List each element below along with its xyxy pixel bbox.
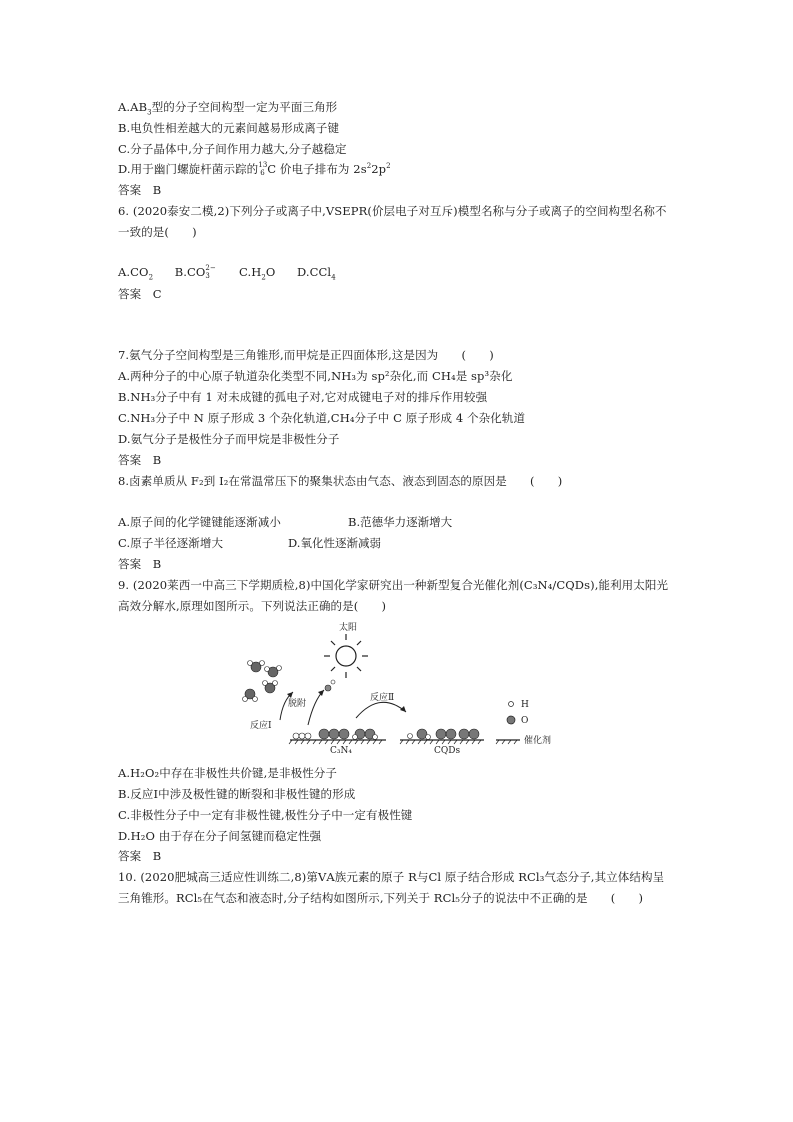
q5-option-a: $A.AB_3$型的分子空间构型一定为平面三角形 bbox=[118, 100, 338, 117]
answer-5: 答案 B bbox=[118, 183, 162, 197]
water-molecules bbox=[243, 661, 282, 702]
q7-option-d: D.氨气分子是极性分子而甲烷是非极性分子 bbox=[118, 432, 340, 446]
legend-h-icon bbox=[509, 702, 514, 707]
label-reaction2: 反应Ⅱ bbox=[370, 693, 395, 703]
q7-option-b: B.NH₃分子中有 1 对未成键的孤电子对,它对成键电子对的排斥作用较强 bbox=[118, 390, 488, 404]
q7-option-c: C.NH₃分子中 N 原子形成 3 个杂化轨道,CH₄分子中 C 原子形成 4 个杂化轨道 bbox=[118, 411, 526, 425]
q5-option-b: B.电负性相差越大的元素间越易形成离子键 bbox=[118, 121, 340, 135]
answer-7: 答案 B bbox=[118, 453, 162, 467]
q9-option-b: B.反应Ⅰ中涉及极性键的断裂和非极性键的形成 bbox=[118, 787, 356, 801]
cqds-surface bbox=[400, 729, 484, 744]
legend bbox=[496, 700, 551, 746]
q8-option-c: C.原子半径逐渐增大 bbox=[118, 536, 224, 550]
answer-8: 答案 B bbox=[118, 557, 162, 571]
legend-h-label: H bbox=[521, 700, 529, 710]
q9-option-a: A.H₂O₂中存在非极性共价键,是非极性分子 bbox=[118, 766, 337, 780]
label-cqds: CQDs bbox=[434, 746, 461, 755]
q6-options bbox=[118, 264, 336, 280]
answer-9: 答案 B bbox=[118, 849, 162, 863]
q6-option-a: $A.CO_2$ bbox=[118, 265, 154, 282]
reaction2-arrow bbox=[356, 702, 406, 718]
label-c3n4: C₃N₄ bbox=[330, 746, 352, 755]
q7-stem: 7.氨气分子空间构型是三角锥形,而甲烷是正四面体形,这是因为 ( ) bbox=[118, 348, 494, 362]
q5-option-c: C.分子晶体中,分子间作用力越大,分子越稳定 bbox=[118, 142, 347, 156]
legend-o-label: O bbox=[521, 716, 529, 726]
q10-stem-line1: 10. (2020肥城高三适应性训练二,8)第ⅤA族元素的原子 R与Cl 原子结合形成 RCl₃气态分子,其立体结构呈 bbox=[118, 870, 665, 884]
q6-option-c: $C.H_2O$ bbox=[238, 265, 276, 282]
answer-6: 答案 C bbox=[118, 287, 162, 301]
q8-option-b: B.范德华力逐渐增大 bbox=[348, 515, 453, 529]
desorb-arrowhead bbox=[318, 690, 324, 696]
q6-stem-line1: 6. (2020泰安二模,2)下列分子或离子中,VSEPR(价层电子对互斥)模型名称与分子或离子的空间构型名称不 bbox=[118, 204, 667, 218]
h-atom bbox=[331, 680, 335, 684]
o-atom bbox=[325, 685, 331, 691]
q6-option-b: B.CO 2− 3 bbox=[174, 264, 216, 280]
q6-stem-line2: 一致的是( ) bbox=[118, 225, 197, 239]
label-sun: 太阳 bbox=[339, 623, 358, 633]
label-reaction1: 反应Ⅰ bbox=[250, 721, 272, 731]
q10-stem-line2: 三角锥形。RCl₅在气态和液态时,分子结构如图所示,下列关于 RCl₅分子的说法中不正确的是 ( ) bbox=[118, 891, 644, 905]
q9-stem-line1: 9. (2020莱西一中高三下学期质检,8)中国化学家研究出一种新型复合光催化剂(C₃N₄/CQDs),能利用太阳光 bbox=[118, 578, 669, 592]
q5-option-d: D.用于幽门螺旋杆菌示踪的 13 6 C 价电子排布为 $2s^22p^2$ bbox=[118, 161, 391, 177]
q9-option-d: D.H₂O 由于存在分子间氢键而稳定性强 bbox=[118, 829, 322, 843]
legend-catalyst-label: 催化剂 bbox=[524, 736, 552, 746]
q8-option-a: A.原子间的化学键键能逐渐减小 bbox=[118, 515, 281, 529]
label-desorb: 脱附 bbox=[288, 699, 307, 709]
photocatalysis-figure bbox=[238, 620, 583, 755]
q6-option-d: D.CCl$_4$ bbox=[296, 265, 336, 282]
c3n4-surface bbox=[289, 729, 386, 744]
legend-o-icon bbox=[507, 716, 515, 724]
q8-stem: 8.卤素单质从 F₂到 I₂在常温常压下的聚集状态由气态、液态到固态的原因是 ( ) bbox=[118, 474, 563, 488]
sun-icon bbox=[324, 634, 368, 678]
q8-option-d: D.氧化性逐渐减弱 bbox=[288, 536, 381, 550]
reaction2-arrowhead bbox=[400, 706, 406, 712]
q9-option-c: C.非极性分子中一定有非极性键,极性分子中一定有极性键 bbox=[118, 808, 413, 822]
q9-stem-line2: 高效分解水,原理如图所示。下列说法正确的是( ) bbox=[118, 599, 387, 613]
q7-option-a: A.两种分子的中心原子轨道杂化类型不同,NH₃为 sp²杂化,而 CH₄是 sp³杂化 bbox=[118, 369, 513, 383]
